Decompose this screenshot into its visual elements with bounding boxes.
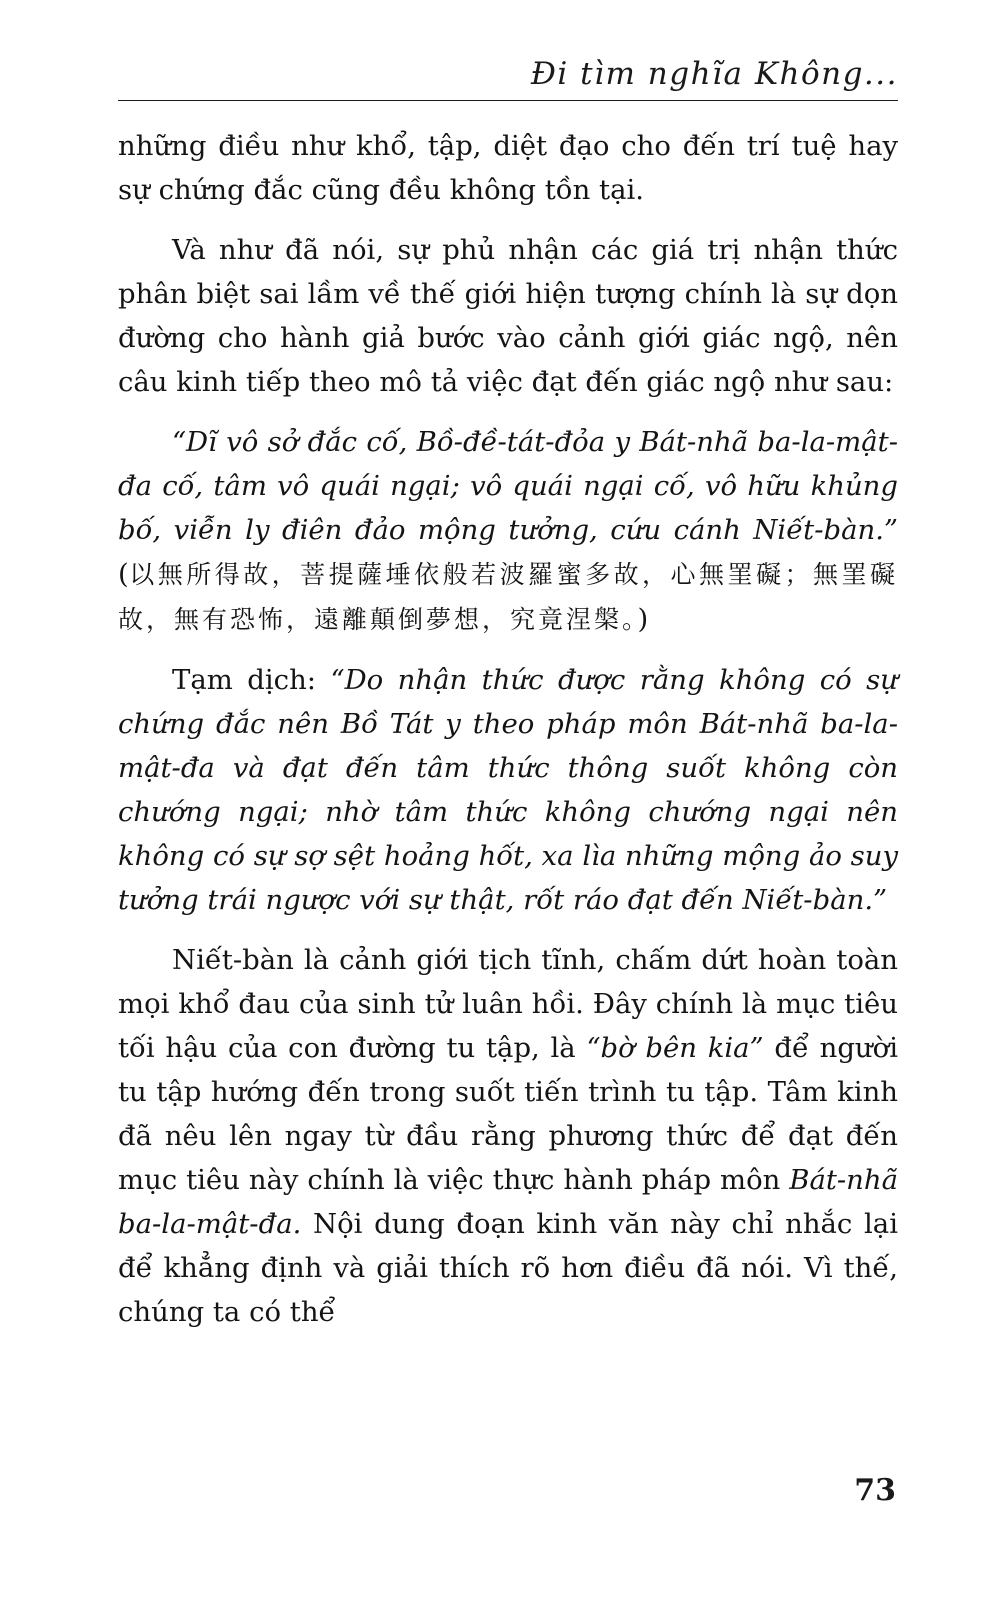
paragraph-continued: những điều như khổ, tập, diệt đạo cho đến trí tuệ hay sự chứng đắc cũng đều không tồn tại. [118, 130, 898, 206]
running-header [118, 52, 898, 101]
prajna-term: Bát-nhã ba-la-mật-đa. [118, 1164, 898, 1240]
translation-paragraph [118, 658, 898, 922]
running-title: Đi tìm nghĩa Không... [530, 56, 898, 92]
sutra-paren-close: ) [637, 603, 649, 635]
nirvana-paragraph [118, 938, 898, 1334]
page-body [118, 124, 898, 1350]
page-number: 73 [854, 1473, 896, 1508]
translation-text: “Do nhận thức được rằng không có sự chứng đắc nên Bồ Tát y theo pháp môn Bát-nhã ba-la-mật-đa và đạt đến tâm thức thông suốt không còn chướng ngại; nhờ tâm thức không chướng ngại nên không có sự sợ sệt hoảng hốt, xa lìa những mộng ảo suy tưởng trái ngược với sự thật, rốt ráo đạt đến Niết-bàn.” [118, 664, 899, 916]
sutra-quote-vietnamese: “Dĩ vô sở đắc cố, Bồ-đề-tát-đỏa y Bát-nhã ba-la-mật-đa cố, tâm vô quái ngại; vô quái ngại cố, vô hữu khủng bố, viễn ly điên đảo mộng tưởng, cứu cánh Niết-bàn.” [118, 426, 898, 546]
paragraph-intro: Và như đã nói, sự phủ nhận các giá trị nhận thức phân biệt sai lầm về thế giới hiện tượng chính là sự dọn đường cho hành giả bước vào cảnh giới giác ngộ, nên câu kinh tiếp theo mô tả việc đạt đến giác ngộ như sau: [118, 234, 898, 398]
translation-label: Tạm dịch: [172, 664, 331, 696]
sutra-quote-paragraph [118, 420, 898, 642]
nirvana-text-1: Niết-bàn là cảnh giới tịch tĩnh, chấm dứt hoàn toàn mọi khổ đau của sinh tử luân hồi. Đây chính là mục tiêu tối hậu của con đường tu tập, là [118, 944, 898, 1064]
nirvana-text-3: Nội dung đoạn kinh văn này chỉ nhắc lại để khẳng định và giải thích rõ hơn điều đã nói. Vì thế, chúng ta có thể [118, 1208, 898, 1328]
nirvana-text-2: để người tu tập hướng đến trong suốt tiến trình tu tập. Tâm kinh đã nêu lên ngay từ đầu rằng phương thức để đạt đến mục tiêu này chính là việc thực hành pháp môn [118, 1032, 898, 1196]
other-shore-phrase: “bờ bên kia” [586, 1032, 764, 1064]
sutra-paren-open: ( [118, 558, 129, 590]
sutra-quote-chinese: 以無所得故，菩提薩埵依般若波羅蜜多故，心無罣礙；無罣礙故，無有恐怖，遠離顛倒夢想，究竟涅槃。 [118, 560, 898, 634]
